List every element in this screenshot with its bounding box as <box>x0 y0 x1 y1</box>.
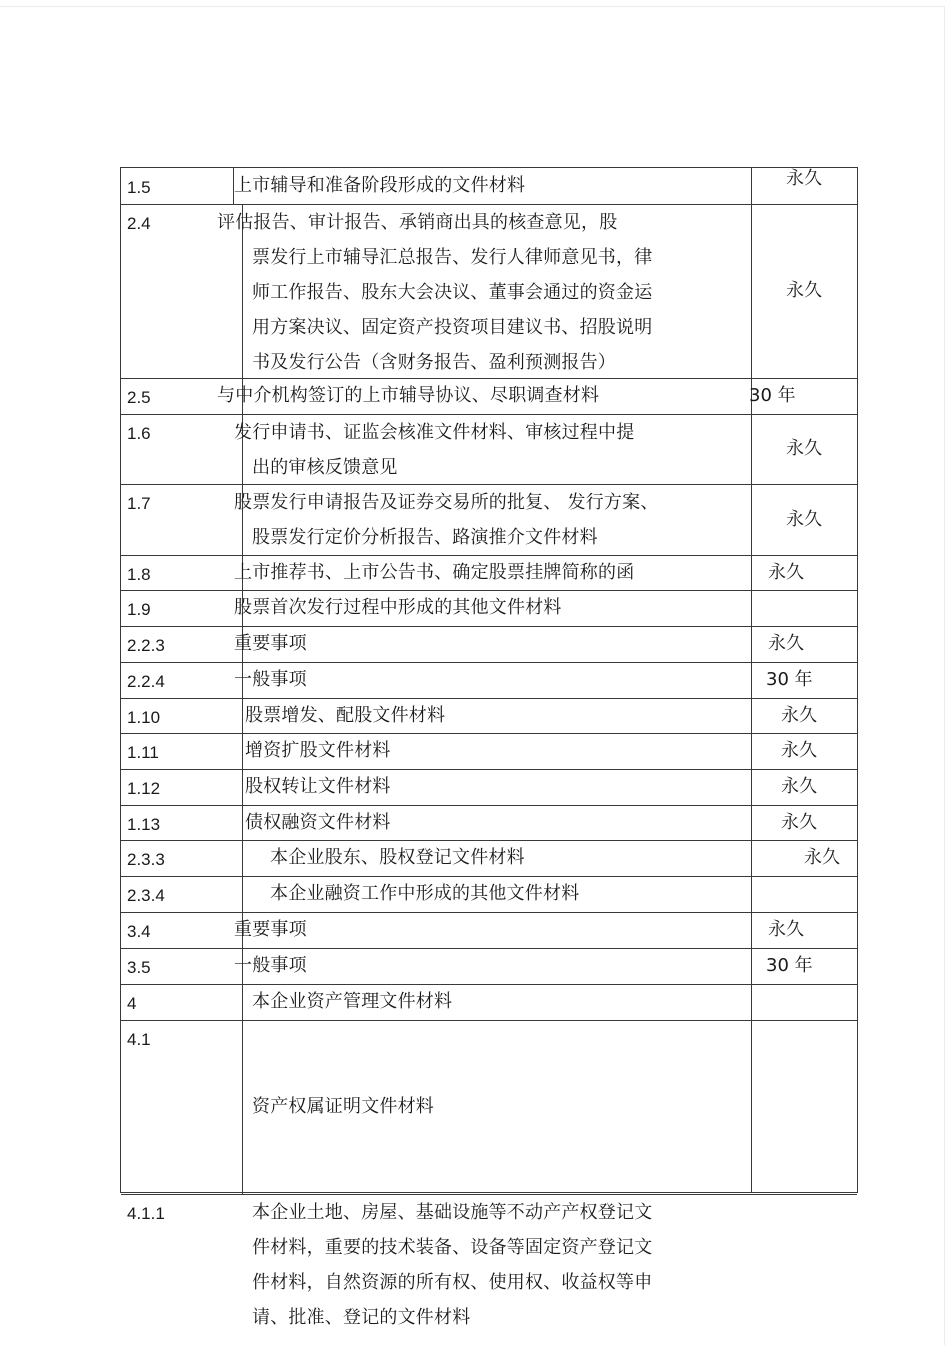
row-description-line: 本企业资产管理文件材料 <box>252 991 453 1012</box>
row-code: 4 <box>127 994 137 1013</box>
row-description-line: 发行申请书、证监会核准文件材料、审核过程中提 <box>234 422 635 443</box>
row-description-line: 用方案决议、固定资产投资项目建议书、招股说明 <box>252 317 653 338</box>
row-description-line: 债权融资文件材料 <box>245 812 391 833</box>
row-code: 2.4 <box>127 214 151 233</box>
row-retention-period: 30 年 <box>766 955 813 976</box>
row-code: 1.12 <box>127 779 161 798</box>
row-retention-period: 永久 <box>768 633 804 654</box>
row-code: 1.9 <box>127 600 151 619</box>
row-description-line: 与中介机构签订的上市辅导协议、尽职调查材料 <box>217 385 600 406</box>
row-divider <box>121 805 857 806</box>
row-code: 4.1.1 <box>127 1204 165 1223</box>
row-description-line: 件材料，重要的技术装备、设备等固定资产登记文 <box>252 1237 653 1258</box>
code-column-divider <box>242 204 243 1194</box>
row-divider <box>121 1020 857 1021</box>
row-description-line: 股票增发、配股文件材料 <box>245 705 446 726</box>
row-description-line: 评估报告、审计报告、承销商出具的核查意见，股 <box>217 212 618 233</box>
row-retention-period: 永久 <box>781 740 817 761</box>
row-description-line: 上市辅导和准备阶段形成的文件材料 <box>234 175 526 196</box>
row-description-line: 股权转让文件材料 <box>245 776 391 797</box>
row-description-line: 出的审核反馈意见 <box>252 457 398 478</box>
row-description-line: 票发行上市辅导汇总报告、发行人律师意见书，律 <box>252 247 653 268</box>
row-description-line: 股票首次发行过程中形成的其他文件材料 <box>234 597 562 618</box>
retention-column-divider <box>751 168 752 1192</box>
page-edge-right <box>944 6 945 1345</box>
row-code: 1.10 <box>127 708 161 727</box>
row-retention-period: 永久 <box>781 776 817 797</box>
row-retention-period: 永久 <box>768 919 804 940</box>
row-description-line: 书及发行公告（含财务报告、盈利预测报告） <box>252 352 616 373</box>
row-description-line: 件材料，自然资源的所有权、使用权、收益权等申 <box>252 1272 653 1293</box>
row-description-line: 增资扩股文件材料 <box>245 740 391 761</box>
page-edge-top <box>0 6 944 7</box>
row-retention-period: 永久 <box>786 508 822 530</box>
row-retention-period: 永久 <box>781 704 817 726</box>
row-description-line: 股票发行定价分析报告、路演推介文件材料 <box>252 527 598 548</box>
row-description-line: 一般事项 <box>234 669 307 690</box>
row-retention-period: 永久 <box>804 847 840 868</box>
row-retention-period: 永久 <box>768 561 804 583</box>
row-code: 1.7 <box>127 494 151 513</box>
row-description-line: 本企业土地、房屋、基础设施等不动产产权登记文 <box>252 1202 653 1223</box>
row-divider <box>121 948 857 949</box>
row-code: 1.5 <box>127 178 151 197</box>
archive-retention-table <box>120 167 858 1328</box>
row-code: 2.5 <box>127 388 151 407</box>
row-divider <box>121 698 857 699</box>
row-code: 1.8 <box>127 565 151 584</box>
row-code: 1.11 <box>127 743 159 762</box>
row-code: 4.1 <box>127 1030 151 1049</box>
row-description-line: 股票发行申请报告及证券交易所的批复、 发行方案、 <box>234 492 659 513</box>
row-code: 3.5 <box>127 958 151 977</box>
row-description-line: 本企业股东、股权登记文件材料 <box>270 847 525 868</box>
row-code: 2.3.4 <box>127 886 165 905</box>
row-code: 3.4 <box>127 922 151 941</box>
row-retention-period: 永久 <box>786 280 822 301</box>
row-description-line: 上市推荐书、上市公告书、确定股票挂牌简称的函 <box>234 562 635 583</box>
row-code: 2.2.4 <box>127 672 165 691</box>
row-divider <box>121 662 857 663</box>
row-code: 2.2.3 <box>127 636 165 655</box>
row-divider <box>121 912 857 913</box>
row-retention-period: 30 年 <box>766 669 813 690</box>
row-retention-period: 永久 <box>786 438 822 459</box>
row-description-line: 重要事项 <box>234 919 307 940</box>
row-code: 1.13 <box>127 815 161 834</box>
row-description-line: 资产权属证明文件材料 <box>252 1096 434 1117</box>
row-description-line: 一般事项 <box>234 955 307 976</box>
row-retention-period: 永久 <box>781 811 817 833</box>
row-divider <box>121 733 857 734</box>
row-description-line: 请、批准、登记的文件材料 <box>252 1307 471 1328</box>
row-divider <box>121 984 857 985</box>
row-retention-period: 永久 <box>786 168 822 189</box>
row-code: 2.3.3 <box>127 850 165 869</box>
row-code: 1.6 <box>127 424 151 443</box>
row-divider <box>121 769 857 770</box>
row-description-line: 重要事项 <box>234 633 307 654</box>
row-divider <box>121 626 857 627</box>
row-retention-period: 30 年 <box>749 385 796 406</box>
row-description-line: 师工作报告、股东大会决议、董事会通过的资金运 <box>252 282 653 303</box>
row-description-line: 本企业融资工作中形成的其他文件材料 <box>270 883 580 904</box>
